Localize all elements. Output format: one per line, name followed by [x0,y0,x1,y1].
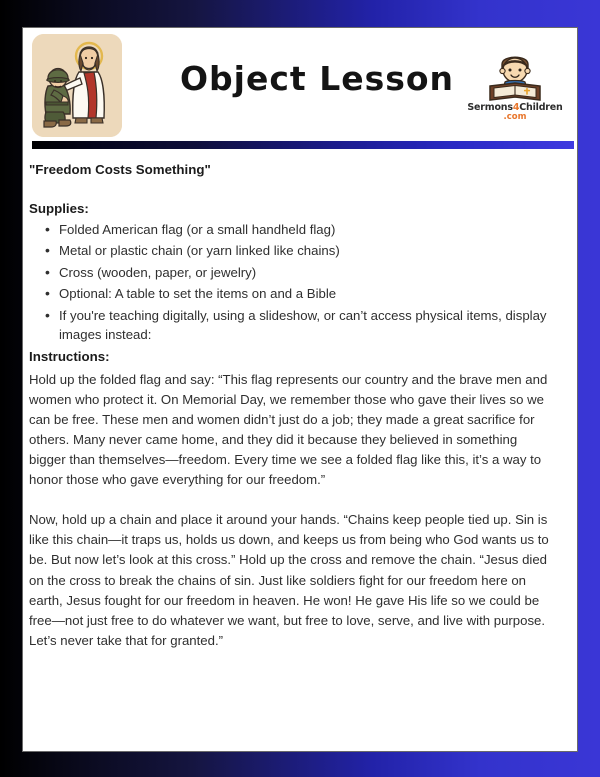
supplies-list [29,220,559,345]
list-item: • Metal or plastic chain (or yarn linked like chains) [59,241,559,261]
boy-reading-bible-logo-icon [484,50,546,102]
lesson-title: "Freedom Costs Something" [29,162,211,177]
list-item: • Folded American flag (or a small handheld flag) [59,220,559,240]
instruction-paragraph: Hold up the folded flag and say: “This flag represents our country and the brave men and women who protect it. On Memorial Day, we remember those who gave their lives so we can be free. These men and women didn’t just do a job; they made a great sacrifice for others. Many never came home, and they did it because they believed in something bigger than themselves—freedom. Every time we see a folded flag like this, it’s a way to honor those who gave everything for our freedom.” [29,371,548,488]
list-item: • Cross (wooden, paper, or jewelry) [59,263,559,283]
instructions-heading: Instructions: [29,348,110,364]
instructions-block [29,370,559,651]
list-item: • Optional: A table to set the items on and a Bible [59,284,559,304]
sermons4children-logo[interactable] [467,34,569,122]
instruction-paragraph: Now, hold up a chain and place it around your hands. “Chains keep people tied up. Sin is like this chain—it traps us, holds us down, and keeps us from being who God wants us to be. But now let’s look at this cross.” Hold up the cross and remove the chain. “Jesus died on the cross to break the chains of sin. Just like soldiers fight for our freedom here on earth, Jesus fought for our freedom in heaven. He won! He gave His life so we could be free—not just free to do whatever we want, but free to love, serve, and live with purpose. Let’s never take that for granted.” [29,512,549,648]
list-item: • If you're teaching digitally, using a slideshow, or can’t access physical items, display images instead: [59,306,559,345]
logo-name-part1: Sermons [467,102,513,113]
worksheet-body [23,142,577,651]
page-title: Object Lesson [180,59,455,98]
logo-name-part2: Children [519,102,563,113]
worksheet-header [23,28,577,142]
supplies-heading: Supplies: [29,201,89,217]
illustration-svg [32,34,122,137]
jesus-with-kneeling-soldier-illustration [32,34,122,137]
logo-tld: .com [503,111,527,122]
header-gradient-divider [32,141,574,149]
logo-name-digit: 4 [512,102,520,113]
worksheet-sheet [22,27,578,752]
